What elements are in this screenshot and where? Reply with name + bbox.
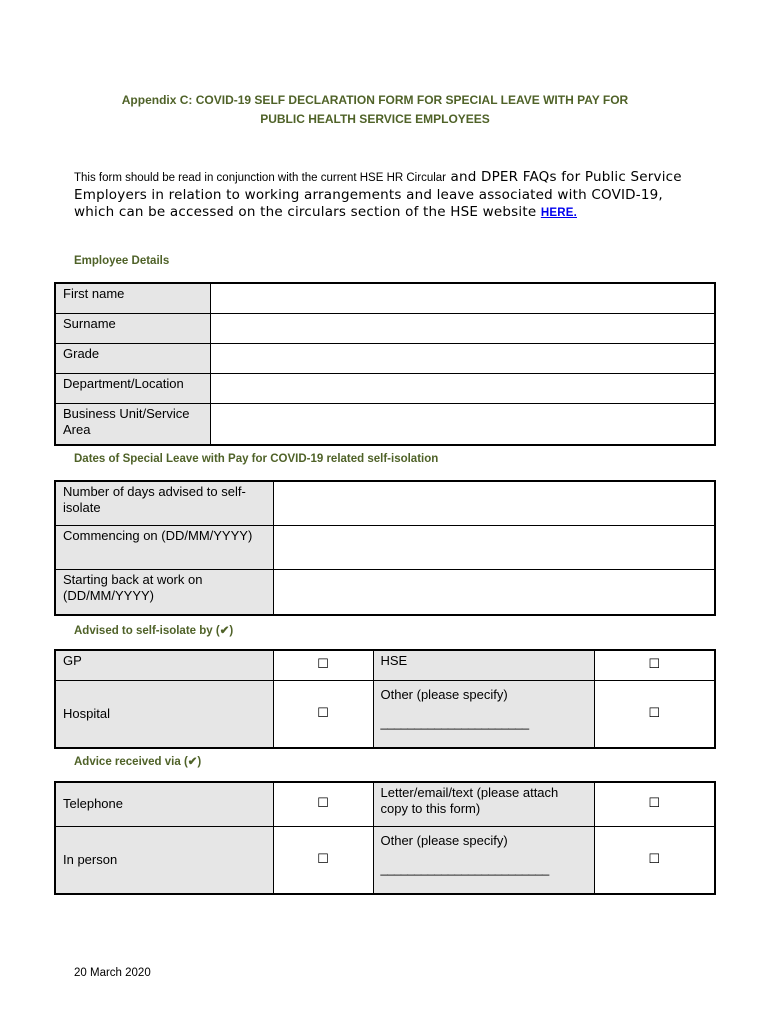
table-row	[55, 373, 715, 403]
in-person-checkbox[interactable]: ☐	[273, 826, 373, 894]
surname-label: Surname	[55, 313, 210, 343]
department-location-label: Department/Location	[55, 373, 210, 403]
table-row	[55, 313, 715, 343]
letter-email-checkbox[interactable]: ☐	[594, 782, 715, 826]
employee-details-table	[54, 282, 716, 446]
intro-text-part1: This form should be read in conjunction with the current HSE HR Circular	[74, 172, 446, 184]
hospital-label: Hospital	[55, 680, 273, 748]
days-advised-field[interactable]	[273, 481, 715, 525]
intro-paragraph	[74, 169, 694, 222]
other-specify-label: Other (please specify)	[380, 686, 508, 702]
advice-other-checkbox[interactable]: ☐	[594, 826, 715, 894]
here-link[interactable]: HERE.	[540, 207, 577, 219]
table-row	[55, 680, 715, 748]
grade-label: Grade	[55, 343, 210, 373]
footer-date: 20 March 2020	[74, 967, 151, 979]
days-advised-label: Number of days advised to self-isolate	[55, 481, 273, 525]
telephone-checkbox[interactable]: ☐	[273, 782, 373, 826]
in-person-label: In person	[55, 826, 273, 894]
gp-label: GP	[55, 650, 273, 680]
table-row	[55, 650, 715, 680]
table-row	[55, 782, 715, 826]
advice-other-specify-line[interactable]: _________________________	[380, 860, 549, 876]
advised-by-heading: Advised to self-isolate by (✔)	[74, 625, 234, 637]
table-row	[55, 343, 715, 373]
dates-heading: Dates of Special Leave with Pay for COVID-19 related self-isolation	[74, 453, 439, 465]
surname-field[interactable]	[210, 313, 715, 343]
business-unit-label: Business Unit/Service Area	[55, 403, 210, 445]
advised-by-table	[54, 649, 716, 749]
grade-field[interactable]	[210, 343, 715, 373]
table-row	[55, 525, 715, 569]
telephone-label: Telephone	[55, 782, 273, 826]
starting-back-field[interactable]	[273, 569, 715, 615]
intro-text-part2: and DPER FAQs for Public Service Employers in relation to working arrangements and leave associated with COVID-19, which can be accessed on the circulars section of the HSE website	[74, 169, 682, 220]
gp-checkbox[interactable]: ☐	[273, 650, 373, 680]
table-row	[55, 569, 715, 615]
commencing-on-field[interactable]	[273, 525, 715, 569]
other-specify-line[interactable]: ______________________	[380, 714, 529, 730]
letter-email-label: Letter/email/text (please attach copy to this form)	[373, 782, 594, 826]
table-row	[55, 826, 715, 894]
commencing-on-label: Commencing on (DD/MM/YYYY)	[55, 525, 273, 569]
advice-other-specify-cell	[373, 826, 594, 894]
advice-via-table	[54, 781, 716, 895]
hospital-checkbox[interactable]: ☐	[273, 680, 373, 748]
form-title-line1: Appendix C: COVID-19 SELF DECLARATION FORM FOR SPECIAL LEAVE WITH PAY FOR	[121, 93, 629, 107]
advice-via-heading: Advice received via (✔)	[74, 756, 202, 768]
starting-back-label: Starting back at work on (DD/MM/YYYY)	[55, 569, 273, 615]
table-row	[55, 283, 715, 313]
table-row	[55, 403, 715, 445]
other-specify-cell	[373, 680, 594, 748]
employee-details-heading: Employee Details	[74, 255, 170, 267]
form-title	[0, 91, 750, 129]
table-row	[55, 481, 715, 525]
hse-label: HSE	[373, 650, 594, 680]
advice-other-specify-label: Other (please specify)	[380, 832, 508, 848]
dates-table	[54, 480, 716, 616]
other-checkbox[interactable]: ☐	[594, 680, 715, 748]
hse-checkbox[interactable]: ☐	[594, 650, 715, 680]
first-name-label: First name	[55, 283, 210, 313]
form-title-line2: PUBLIC HEALTH SERVICE EMPLOYEES	[260, 112, 490, 126]
first-name-field[interactable]	[210, 283, 715, 313]
department-location-field[interactable]	[210, 373, 715, 403]
business-unit-field[interactable]	[210, 403, 715, 445]
